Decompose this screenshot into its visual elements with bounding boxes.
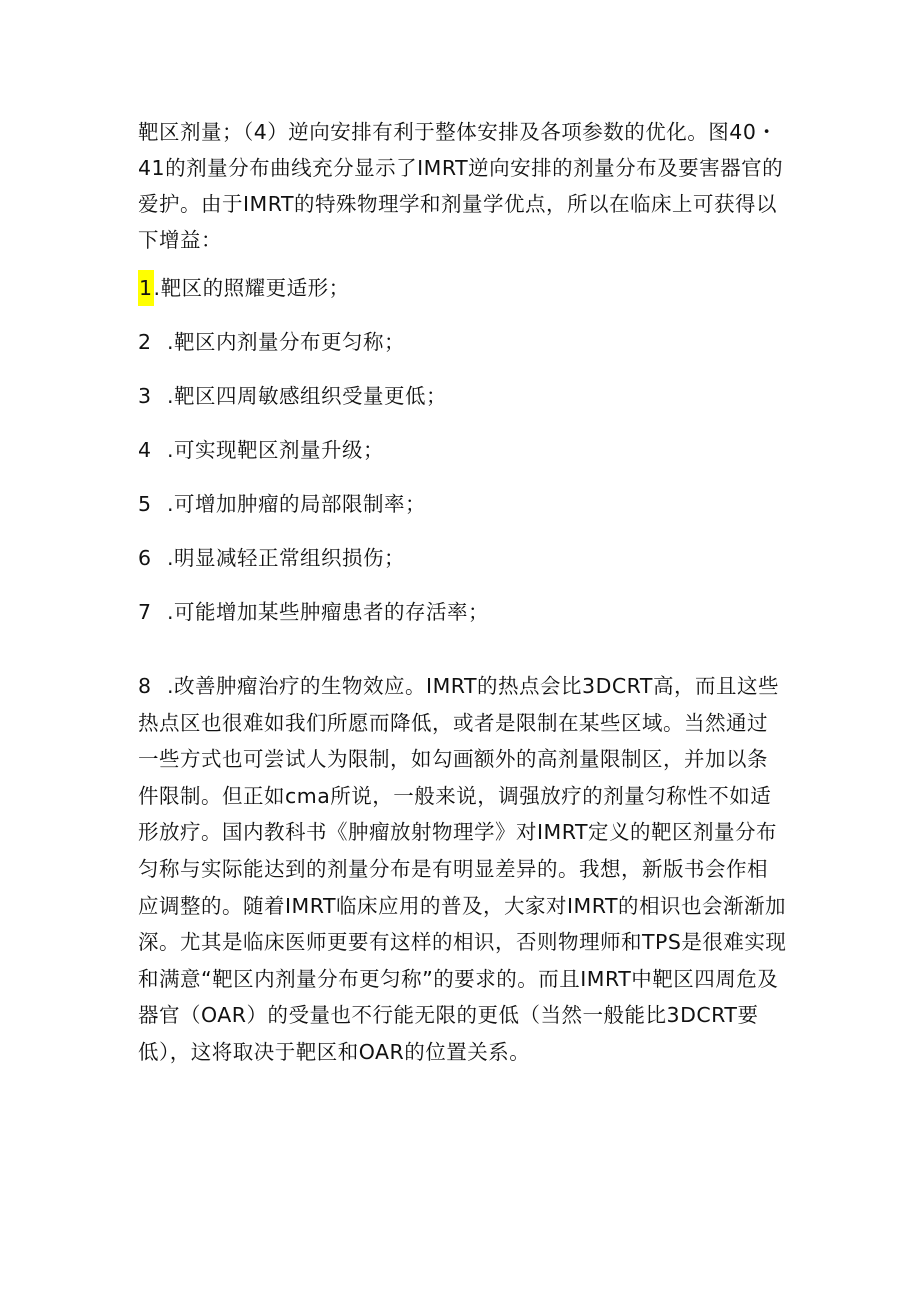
list-number: 7 [138,600,152,624]
list-number: 3 [138,384,152,408]
list-item-text: .改善肿瘤治疗的生物效应。IMRT的热点会比3DCRT高，而且这些热点区也很难如我们所愿而降低，或者是限制在某些区域。当然通过一些方式也可尝试人为限制，如勾画额外的高剂量限制区，并加以条件限制。但正如cma所说，一般来说，调强放疗的剂量匀称性不如适形放疗。国内教科书《肿瘤放射物理学》对IMRT定义的靶区剂量分布匀称与实际能达到的剂量分布是有明显差异的。我想，新版书会作相应调整的。随着IMRT临床应用的普及，大家对IMRT的相识也会渐渐加深。尤其是临床医师更要有这样的相识，否则物理师和TPS是很难实现和满意“靶区内剂量分布更匀称”的要求的。而且IMRT中靶区四周危及器官（OAR）的受量也不行能无限的更低（当然一般能比3DCRT要低），这将取决于靶区和OAR的位置关系。 [138,674,787,1064]
list-item-text: .靶区的照耀更适形； [153,276,350,300]
list-number: 8 [138,674,152,698]
list-item-text: .可实现靶区剂量升级； [160,438,385,462]
list-item-1 [138,270,788,306]
list-item-4 [138,432,788,468]
list-number: 6 [138,546,152,570]
list-number-highlighted: 1 [138,270,154,306]
list-item-text: .靶区内剂量分布更匀称； [160,330,406,354]
intro-paragraph: 靶区剂量；（4）逆向安排有利于整体安排及各项参数的优化。图40・41的剂量分布曲线充分显示了IMRT逆向安排的剂量分布及要害器官的爱护。由于IMRT的特殊物理学和剂量学优点，所以在临床上可获得以下增益： [138,120,784,252]
list-item-text: .靶区四周敏感组织受量更低； [160,384,448,408]
list-number: 4 [138,438,152,462]
list-item-6 [138,540,788,576]
list-item-8 [138,668,788,1071]
list-number: 5 [138,492,152,516]
list-item-text: .可增加肿瘤的局部限制率； [160,492,427,516]
list-item-3 [138,378,788,414]
list-item-5 [138,486,788,522]
list-item-2 [138,324,788,360]
list-item-text: .明显减轻正常组织损伤； [160,546,406,570]
list-item-text: .可能增加某些肿瘤患者的存活率； [160,600,490,624]
list-number: 2 [138,330,152,354]
list-item-7 [138,594,788,630]
